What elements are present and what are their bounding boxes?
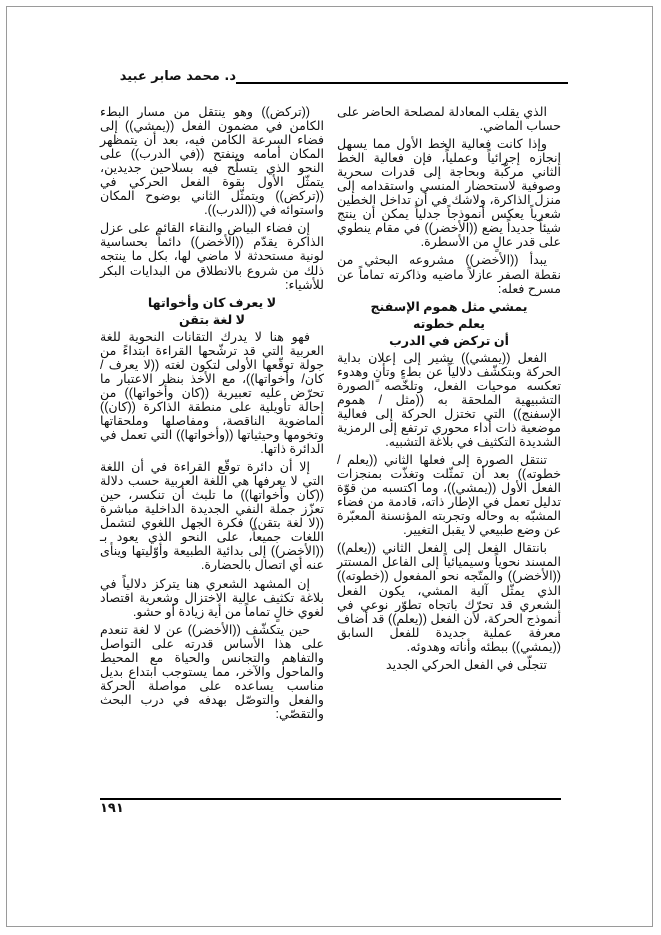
- paragraph: فهو هنا لا يدرك التقانات النحوية للغة العربية التي قد ترشّحها القراءة ابتداءً من جولة توقّعها الأولى لتكون لغته ((لا يعرف / كان/ وأخواتها))، مع الأخذ بنظر الاعتبار ما تحرّض عليه تعبيرية ((كان وأخواتها)) من إحالة تأويلية على منطقة الذاكرة ((كان)) الماضوية الناقصة، ومفاصلها وملحقاتها وتخومها وحيثياتها ((وأخواتها)) التي تعمل في الدائرة ذاتها.: [100, 329, 324, 457]
- verse-line: لا لغة بتقن: [178, 312, 246, 327]
- header-rule: [236, 82, 568, 84]
- verse-line: يعلم خطوته: [413, 316, 485, 331]
- paragraph: إن المشهد الشعري هنا يتركز دلالياً في بلاغة تكثيف عالية الاختزال وشعرية اقتصاد لغوي خالٍ تماماً من أية زيادة أو حشو.: [100, 576, 324, 619]
- left-column: [100, 105, 324, 725]
- verse-line: يمشي مثل هموم الإسفنج: [370, 299, 528, 314]
- running-header-author: د. محمد صابر عبيد: [119, 69, 236, 84]
- paragraph: ((تركض)) وهو ينتقل من مسار البطء الكامن في مضمون الفعل ((يمشي)) إلى فضاء السرعة الكامن فيه، بعد أن يتمظهر المكان أمامه وينفتح ((في الدرب)) على النحو الذي يتسلّح فيه بسلاحين جديدين، يتمثّل الأول بقوة الفعل الحركي في ((تركض)) ويتمثّل الثاني بوضوح المكان واستوائه في ((الدرب)).: [100, 105, 324, 218]
- paragraph: الذي يقلب المعادلة لمصلحة الحاضر على حساب الماضي.: [337, 105, 561, 134]
- paragraph: تتجلّى في الفعل الحركي الجديد: [385, 657, 547, 672]
- footer-rule: [100, 798, 561, 800]
- page-number: ١٩١: [100, 801, 124, 816]
- paragraph: إن فضاء البياض والنقاء القائم على عزل الذاكرة يقدّم ((الأخضر)) دائماً بحساسية لونية مستحدثة لا ماضي لها، بكل ما ينتجه ذلك من شروع بالانطلاق من البدايات البكر للأشياء:: [100, 221, 324, 292]
- verse-line: لا يعرف كان وأخواتها: [147, 295, 277, 310]
- paragraph: وإذا كانت فعالية الخط الأول مما يسهل إنجازه إجرائياً وعملياً، فإن فعالية الخط الثاني مركّبة وبحاجة إلى قدرات سحرية وصوفية لاستحضار المنسي واستقدامه إلى منزل الذاكرة، ولاشك في أن تداخل الخطين شعرياً يعكس أنموذجاً جدلياً يمكن أن ينتج شيئاً جديداً يضع ((الأخضر)) في مقام ينطوي على قدر عالٍ من الأسطرة.: [337, 137, 561, 250]
- paragraph: يبدأ ((الأخضر)) مشروعه البحثي من نقطة الصفر عازلاً ماضيه وذاكرته تماماً عن مسرح فعله:: [337, 253, 561, 296]
- paragraph: تنتقل الصورة إلى فعلها الثاني ((يعلم /خطوته)) بعد أن تمثّلت وتغذّت بمنجزات الفعل الأول ((يمشي))، وما اكتسبه من قوّة تدليل تعمل في الإطار ذاته، قادمة من فضاء المشبّه به وحاله وتجربته المؤنسنة المعبّرة عن وضع طبيعي لا يقبل التغيير.: [337, 453, 561, 538]
- verse-line: أن تركض في الدرب: [389, 333, 509, 348]
- right-column: [337, 105, 561, 676]
- paragraph: حين يتكشّف ((الأخضر)) عن لا لغة تنعدم على هذا الأساس قدرته على التواصل والتفاهم والتجانس والحياة مع المحيط والماحول والآخر، مما يستوجب ابتداع بديل مناسب يساعده على مواصلة الحركة والفعل والتوصّل بهدفه في درب البحث والتقصّي:: [100, 622, 324, 721]
- paragraph: الفعل ((يمشي)) يشير إلى إعلان بداية الحركة وبتكشّف دلالياً عن بطءٍ وتأنٍ وهدوء تعكسه موحيات الفعل، وتلخّصه الصورة التشبيهية الملحقة به ((مثل / هموم الإسفنج)) التي تختزل الحركة إلى فعالية موضعية ذات أداء محوري ترتفع إلى الرمزية الشديدة التكثيف في بلاغة التشبيه.: [337, 350, 561, 450]
- paragraph: إلا أن دائرة توقّع القراءة في أن اللغة التي لا يعرفها هي اللغة العربية حسب دلالة ((كان وأخواتها)) ما تلبث أن تنكسر، حين تعزّز جملة النفي الجديدة الداخلية مباشرة ((لا لغة بتقن)) فكرة الجهل اللغوي لتشمل اللغات جميعاً، على النحو الذي يعود بـ ((الأخضر)) إلى بدائية الطبيعة وأوّليتها وينأى عنه أي اتصال بالحضارة.: [100, 460, 324, 573]
- paragraph: بانتقال الفعل إلى الفعل الثاني ((يعلم)) المسند نحوياً وسيميائياً إلى الفاعل المستتر ((الأخضر)) والمتّجه نحو المفعول ((خطوته)) الذي يمثّل آلية المشي، يكون الفعل الشعري قد تحرّك باتجاه تطوّر نوعي في أنموذج الحركة، لأن الفعل ((يعلم)) قد أضاف معرفة عملية جديدة للفعل السابق ((يمشي)) ببطئه وأناته وهدوئه.: [337, 541, 561, 654]
